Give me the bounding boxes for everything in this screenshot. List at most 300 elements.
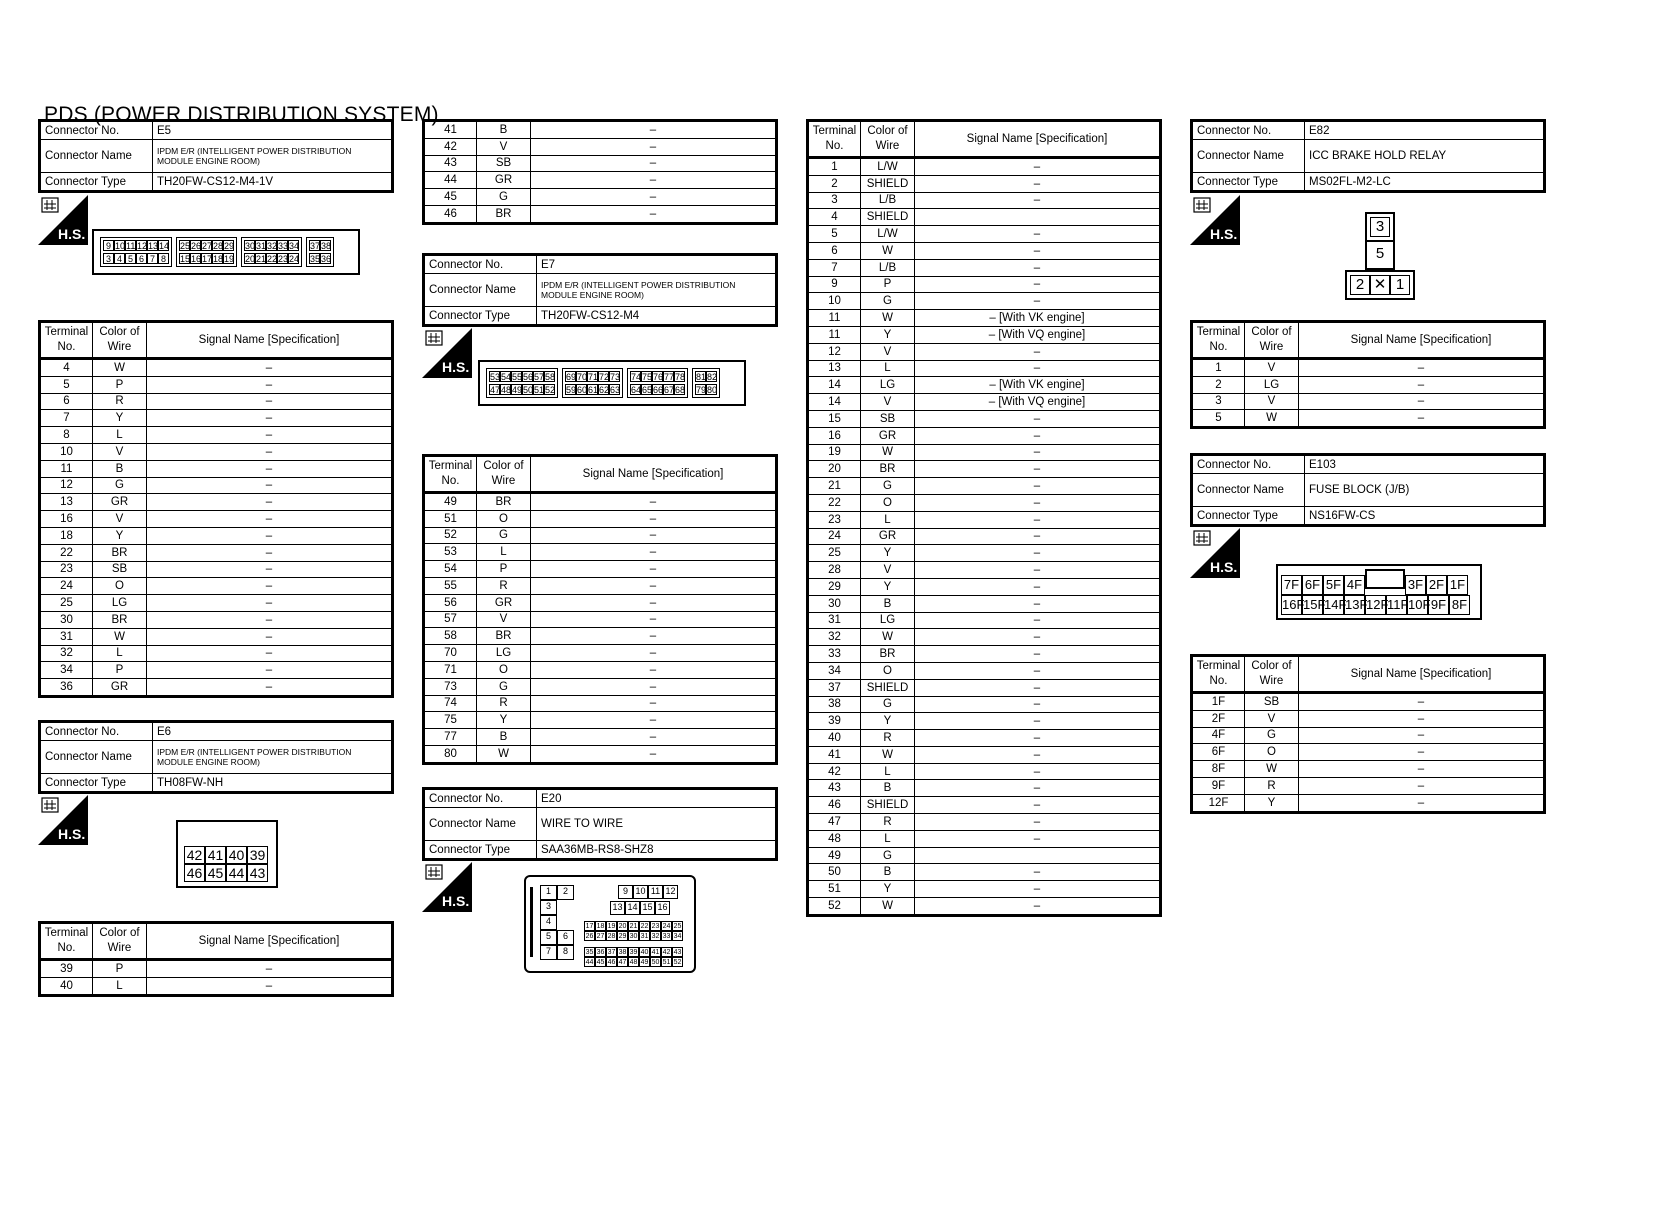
wire-color: Y [93, 527, 147, 544]
signal-name: – [1299, 794, 1545, 812]
table-row [1192, 393, 1545, 410]
pin: 44 [585, 959, 594, 966]
wire-color: Y [861, 881, 915, 898]
pin: 35 [585, 949, 594, 956]
terminal-no: 50 [808, 864, 861, 881]
terminal-no: 43 [424, 155, 477, 172]
terminal-no: 1 [1192, 359, 1245, 377]
signal-name: – [147, 628, 393, 645]
pin: 3 [1370, 217, 1390, 237]
signal-name: – [531, 628, 777, 645]
wire-color: O [93, 578, 147, 595]
table-row [1192, 761, 1545, 778]
table-row [40, 595, 393, 612]
signal-name: – [147, 611, 393, 628]
signal-name: – [915, 864, 1161, 881]
pin: 13 [148, 241, 159, 251]
signal-name: – [147, 359, 393, 377]
signal-name: – [915, 713, 1161, 730]
connector-type: MS02FL-M2-LC [1305, 173, 1545, 192]
pin: 2 [557, 885, 574, 900]
wire-color: R [1245, 777, 1299, 794]
pin: 45 [596, 959, 605, 966]
signal-name: – [915, 242, 1161, 259]
pin: 7F [1281, 575, 1302, 595]
pin: 2 [1350, 275, 1370, 295]
wire-color: B [477, 729, 531, 746]
terminal-no: 47 [808, 814, 861, 831]
wire-color: R [861, 814, 915, 831]
signal-name: – [531, 561, 777, 578]
pin: 15F [1302, 595, 1323, 615]
connector-type-label: Connector Type [1192, 507, 1305, 526]
signal-name: – [531, 172, 777, 189]
table-row [808, 478, 1161, 495]
pin: 7 [540, 945, 557, 960]
wire-color: Y [861, 578, 915, 595]
terminal-no-header: Terminal No. [1192, 656, 1245, 693]
pin: 13F [1344, 595, 1365, 615]
terminal-no: 30 [40, 611, 93, 628]
table-header [1192, 656, 1545, 693]
pin: 43 [247, 864, 268, 882]
pin: 40 [226, 846, 247, 864]
pin: 2F [1426, 575, 1447, 595]
terminal-no: 6F [1192, 744, 1245, 761]
signal-name: – [147, 477, 393, 494]
table-row [424, 712, 777, 729]
wire-color: W [93, 359, 147, 377]
e6-terminal-table [38, 921, 394, 997]
pin: 39 [629, 949, 638, 956]
signal-name: – [915, 881, 1161, 898]
signal-name: – [147, 443, 393, 460]
signal-name: – [531, 189, 777, 206]
wire-color: P [477, 561, 531, 578]
connector-name: IPDM E/R (INTELLIGENT POWER DISTRIBUTION MODULE ENGINE ROOM) [537, 274, 777, 307]
terminal-no: 40 [40, 977, 93, 995]
e7-connector-diagram [478, 360, 746, 406]
e20-connector-diagram [524, 875, 696, 973]
table-row [808, 242, 1161, 259]
wire-color: G [861, 478, 915, 495]
pin: 51 [662, 959, 671, 966]
terminal-no: 4 [40, 359, 93, 377]
pin: 42 [662, 949, 671, 956]
wire-color: P [93, 662, 147, 679]
terminal-no: 2 [808, 175, 861, 192]
pin: 10 [115, 241, 126, 251]
table-row [424, 628, 777, 645]
wire-color: LG [477, 645, 531, 662]
wire-color: B [93, 460, 147, 477]
pin: 19 [607, 923, 616, 930]
wire-color: R [477, 695, 531, 712]
pin: 47 [618, 959, 627, 966]
table-header [40, 322, 393, 359]
table-row [808, 226, 1161, 243]
pin: 10 [633, 885, 648, 899]
table-row [1192, 359, 1545, 377]
pin: 34 [289, 241, 300, 251]
pin: 78 [675, 372, 686, 382]
terminal-no: 9 [808, 276, 861, 293]
table-row [808, 864, 1161, 881]
table-row [808, 780, 1161, 797]
table-row [808, 444, 1161, 461]
table-row [424, 527, 777, 544]
signal-name: – [1299, 761, 1545, 778]
table-row [40, 679, 393, 697]
signal-name: – [With VQ engine] [915, 394, 1161, 411]
terminal-no: 39 [808, 713, 861, 730]
table-row [40, 527, 393, 544]
signal-name: – [915, 898, 1161, 916]
pin: 11 [648, 885, 663, 899]
wire-color: L [93, 645, 147, 662]
table-row [40, 410, 393, 427]
table-row [808, 461, 1161, 478]
pin: 6 [136, 253, 147, 264]
cavity-x-icon: ✕ [1370, 275, 1390, 295]
signal-name: – [915, 461, 1161, 478]
wire-color: W [93, 628, 147, 645]
pin: 14 [159, 241, 170, 251]
wire-color: B [477, 121, 531, 139]
terminal-no: 80 [424, 745, 477, 763]
connector-no: E20 [537, 789, 777, 808]
signal-name: – [915, 175, 1161, 192]
pin: 31 [640, 933, 649, 940]
e5-connector-diagram [92, 229, 360, 275]
table-row [808, 662, 1161, 679]
terminal-no: 41 [808, 746, 861, 763]
table-row [808, 394, 1161, 411]
table-row [40, 511, 393, 528]
table-row [424, 493, 777, 511]
signal-name: – [147, 527, 393, 544]
connector-no-label: Connector No. [40, 121, 153, 140]
table-row [808, 679, 1161, 696]
connector-no-label: Connector No. [424, 789, 537, 808]
table-row [424, 172, 777, 189]
terminal-no: 73 [424, 678, 477, 695]
signal-name: – [1299, 410, 1545, 428]
connector-type-label: Connector Type [1192, 173, 1305, 192]
table-header [424, 456, 777, 493]
terminal-no: 1F [1192, 693, 1245, 711]
signal-name: – [915, 646, 1161, 663]
pin: 5F [1323, 575, 1344, 595]
signal-name-header: Signal Name [Specification] [531, 456, 777, 493]
signal-name: – [1299, 376, 1545, 393]
table-row [424, 745, 777, 763]
pin: 42 [184, 846, 205, 864]
e7-terminal-table [422, 454, 778, 765]
wire-color: SHIELD [861, 797, 915, 814]
signal-name: – [915, 662, 1161, 679]
pin: 38 [321, 241, 332, 251]
wire-color: GR [477, 172, 531, 189]
signal-name: – [147, 376, 393, 393]
terminal-no: 22 [808, 494, 861, 511]
table-row [424, 661, 777, 678]
signal-name: – [915, 494, 1161, 511]
pin: 7 [147, 253, 158, 264]
terminal-no-header: Terminal No. [40, 923, 93, 960]
e82-info [1190, 119, 1546, 193]
terminal-no: 38 [808, 696, 861, 713]
signal-name: – [915, 730, 1161, 747]
wire-color: L [93, 427, 147, 444]
wire-color: BR [477, 205, 531, 223]
svg-text:H.S.: H.S. [1210, 226, 1238, 242]
terminal-no: 57 [424, 611, 477, 628]
pin: 20 [245, 254, 256, 264]
pin: 48 [629, 959, 638, 966]
terminal-no: 16 [808, 427, 861, 444]
pin: 9 [103, 240, 114, 251]
signal-name: – [531, 544, 777, 561]
terminal-no: 33 [808, 646, 861, 663]
table-row [808, 847, 1161, 864]
wire-color: GR [477, 594, 531, 611]
terminal-no: 24 [40, 578, 93, 595]
wire-color: L [861, 511, 915, 528]
table-row [808, 343, 1161, 360]
color-of-wire-header: Color of Wire [1245, 656, 1299, 693]
e103-info [1190, 453, 1546, 527]
signal-name [915, 847, 1161, 864]
terminal-no: 5 [1192, 410, 1245, 428]
signal-name: – [147, 460, 393, 477]
connector-name-label: Connector Name [1192, 474, 1305, 507]
connector-name-label: Connector Name [1192, 140, 1305, 173]
table-row [1192, 710, 1545, 727]
pin: 34 [673, 933, 682, 940]
signal-name: – [531, 678, 777, 695]
terminal-no-header: Terminal No. [808, 121, 861, 158]
pin: 41 [651, 949, 660, 956]
pin: 5 [1375, 245, 1385, 262]
e82-terminal-table [1190, 320, 1546, 429]
pin: 4F [1344, 575, 1365, 595]
signal-name: – [915, 763, 1161, 780]
pin: 58 [545, 372, 556, 382]
signal-name: – [915, 629, 1161, 646]
wire-color: G [1245, 727, 1299, 744]
terminal-no: 23 [808, 511, 861, 528]
pin: 60 [577, 385, 588, 395]
pin: 20 [618, 923, 627, 930]
terminal-no: 6 [40, 393, 93, 410]
terminal-no: 42 [424, 138, 477, 155]
terminal-no: 25 [40, 595, 93, 612]
connector-name: WIRE TO WIRE [537, 808, 777, 841]
wire-color: L/W [861, 226, 915, 243]
wire-color: G [861, 293, 915, 310]
table-row [40, 611, 393, 628]
terminal-no: 32 [40, 645, 93, 662]
terminal-no: 15 [808, 410, 861, 427]
signal-name: – [915, 612, 1161, 629]
wire-color: BR [93, 544, 147, 561]
terminal-no: 49 [808, 847, 861, 864]
pin: 32 [267, 241, 278, 251]
pin: 6F [1302, 575, 1323, 595]
signal-name: – [With VK engine] [915, 377, 1161, 394]
table-row [424, 611, 777, 628]
wire-color: L/B [861, 192, 915, 209]
pin: 17 [202, 254, 213, 264]
terminal-no-header: Terminal No. [424, 456, 477, 493]
signal-name: – [915, 679, 1161, 696]
signal-name: – [915, 343, 1161, 360]
table-row [808, 427, 1161, 444]
pin: 14F [1323, 595, 1344, 615]
terminal-no: 19 [808, 444, 861, 461]
terminal-no: 25 [808, 545, 861, 562]
wire-color: Y [861, 713, 915, 730]
pin: 82 [707, 372, 718, 382]
terminal-no: 3 [808, 192, 861, 209]
connector-no: E7 [537, 255, 777, 274]
terminal-no: 3 [1192, 393, 1245, 410]
e20-info [422, 787, 778, 861]
terminal-no: 13 [808, 360, 861, 377]
terminal-no: 30 [808, 595, 861, 612]
e20-terminal-table [806, 119, 1162, 917]
connector-no: E5 [153, 121, 393, 140]
terminal-no: 20 [808, 461, 861, 478]
signal-name: – [915, 276, 1161, 293]
signal-name: – [531, 661, 777, 678]
terminal-no: 4F [1192, 727, 1245, 744]
wire-color: P [93, 960, 147, 978]
table-row [40, 443, 393, 460]
terminal-no: 7 [808, 259, 861, 276]
pin: 47 [490, 385, 501, 395]
pin: 49 [512, 385, 523, 395]
table-row [808, 763, 1161, 780]
pin: 15 [640, 901, 655, 915]
signal-name: – [531, 527, 777, 544]
signal-name: – [915, 158, 1161, 176]
wire-color: L/W [861, 158, 915, 176]
terminal-no: 14 [808, 377, 861, 394]
page-title: PDS (POWER DISTRIBUTION SYSTEM) [44, 103, 439, 126]
connector-name: ICC BRAKE HOLD RELAY [1305, 140, 1545, 173]
pin: 29 [618, 933, 627, 940]
wire-color: P [861, 276, 915, 293]
table-header [1192, 322, 1545, 359]
pin: 57 [534, 372, 545, 382]
connector-type: NS16FW-CS [1305, 507, 1545, 526]
wire-color: G [477, 678, 531, 695]
table-row [1192, 744, 1545, 761]
wire-color: O [861, 494, 915, 511]
terminal-no: 12 [808, 343, 861, 360]
connector-type-label: Connector Type [424, 841, 537, 860]
terminal-no: 1 [808, 158, 861, 176]
signal-name: – [915, 562, 1161, 579]
hs-icon [38, 195, 88, 245]
wire-color: Y [861, 545, 915, 562]
wire-color: O [477, 661, 531, 678]
table-row [424, 138, 777, 155]
table-row [40, 477, 393, 494]
signal-name: – [With VQ engine] [915, 326, 1161, 343]
color-of-wire-header: Color of Wire [477, 456, 531, 493]
terminal-no: 14 [808, 394, 861, 411]
wire-color: GR [93, 679, 147, 697]
wire-color: O [861, 662, 915, 679]
pin: 24 [662, 923, 671, 930]
pin: 75 [642, 372, 653, 382]
signal-name: – [915, 410, 1161, 427]
pin: 8 [158, 253, 169, 264]
table-row [808, 410, 1161, 427]
table-header [808, 121, 1161, 158]
pin: 18 [596, 923, 605, 930]
wire-color: W [1245, 761, 1299, 778]
table-row [808, 696, 1161, 713]
connector-type: TH20FW-CS12-M4 [537, 307, 777, 326]
pin: 26 [585, 933, 594, 940]
wire-color: SB [861, 410, 915, 427]
pin: 27 [202, 241, 213, 251]
signal-name: – [147, 427, 393, 444]
pin: 1F [1447, 575, 1468, 595]
connector-no: E103 [1305, 455, 1545, 474]
terminal-no: 9F [1192, 777, 1245, 794]
terminal-no: 7 [40, 410, 93, 427]
signal-name: – [915, 814, 1161, 831]
signal-name: – [147, 679, 393, 697]
terminal-no: 11 [808, 326, 861, 343]
terminal-no: 34 [808, 662, 861, 679]
pin: 17 [585, 923, 594, 930]
signal-name: – [1299, 727, 1545, 744]
connector-type: TH08FW-NH [153, 774, 393, 793]
wire-color: L [861, 830, 915, 847]
pin: 73 [610, 372, 621, 382]
color-of-wire-header: Color of Wire [93, 923, 147, 960]
connector-name: FUSE BLOCK (J/B) [1305, 474, 1545, 507]
connector-type-label: Connector Type [40, 173, 153, 192]
connector-type-label: Connector Type [40, 774, 153, 793]
wire-color: V [1245, 393, 1299, 410]
wire-color: B [861, 864, 915, 881]
terminal-no: 40 [808, 730, 861, 747]
pin: 25 [673, 923, 682, 930]
pin: 79 [696, 385, 707, 395]
wire-color: V [93, 443, 147, 460]
pin: 35 [310, 254, 321, 264]
wire-color: BR [477, 628, 531, 645]
pin: 8 [557, 945, 574, 960]
key-slot [1365, 569, 1405, 589]
wire-color: GR [861, 528, 915, 545]
signal-name: – [915, 578, 1161, 595]
table-row [40, 544, 393, 561]
pin: 36 [596, 949, 605, 956]
terminal-no: 36 [40, 679, 93, 697]
wire-color: B [861, 595, 915, 612]
table-row [808, 830, 1161, 847]
pin: 50 [523, 385, 534, 395]
table-row [40, 960, 393, 978]
